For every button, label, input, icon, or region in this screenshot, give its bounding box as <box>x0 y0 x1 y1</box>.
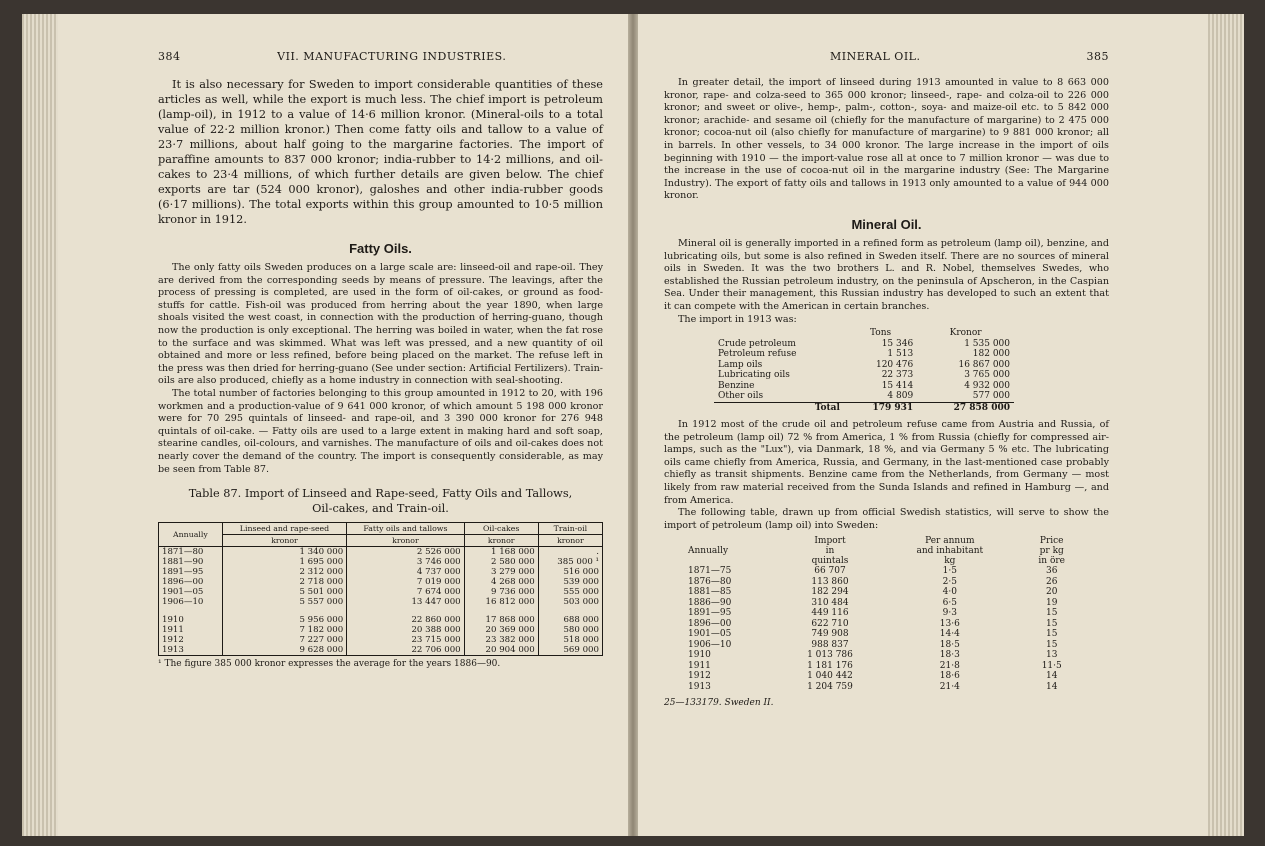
pet-col-per-annum: Per annum <box>925 536 975 547</box>
table-cell: 9·3 <box>942 608 957 619</box>
table-row <box>714 339 1014 350</box>
table-cell: 7 674 000 <box>347 587 464 597</box>
table-cell: 3 765 000 <box>964 370 1010 381</box>
right-paragraph-5: The following table, drawn up from official Swedish statistics, will serve to show the import of petroleum (lamp oil) into Sweden: <box>664 507 1109 531</box>
table-cell: 1911 <box>159 625 223 635</box>
table-cell: 622 710 <box>811 618 849 629</box>
table-cell: 16 867 000 <box>958 359 1010 370</box>
book-gutter <box>628 14 638 836</box>
table-cell: 15 <box>1045 629 1058 640</box>
table-cell: 503 000 <box>538 597 602 607</box>
table-cell: 3 279 000 <box>464 567 538 577</box>
table-cell: 1876—80 <box>688 576 732 587</box>
table-cell: 1912 <box>159 635 223 645</box>
table-cell: 1 340 000 <box>222 547 346 558</box>
table-cell: 1896—00 <box>159 577 223 587</box>
left-paragraph-2: The only fatty oils Sweden produces on a large scale are: linseed-oil and rape-oil. They are derived from the corresponding seeds by means of pressure. The leavings, after the process of pressing is completed, are used in the form of oil-cakes, or ground as food-stuffs for cattle. Fish-oil was produced from herring about the year 1890, when large shoals visited the west coast, in connection with the production of herring-guano, though now the production is only exceptional. The herring was boiled in water, when the fat rose to the surface and was skimmed. What was left was pressed, and a new quantity of oil obtained and more or less refined, before being placed on the market. The refuse left in the press was then dried for herring-guano (See under section: Artificial Fertilizers). Train-oils are also produced, chiefly as a home industry in connection with seal-shooting. <box>158 262 603 387</box>
table-row <box>684 577 1084 588</box>
table-cell: 4 932 000 <box>964 380 1010 391</box>
table-cell: 1886—90 <box>688 597 732 608</box>
pet-col-price: in öre <box>1038 556 1066 567</box>
table-row <box>684 619 1084 630</box>
table-cell: 1910 <box>159 615 223 625</box>
pet-col-price: pr kg <box>1039 546 1064 557</box>
t87-header-annually: Annually <box>159 523 223 547</box>
section-heading-fatty-oils: Fatty Oils. <box>349 241 412 256</box>
table-cell: 23 382 000 <box>464 635 538 645</box>
right-paragraph-1: In greater detail, the import of linseed during 1913 amounted in value to 8 663 000 kronor, rape- and colza-seed to 365 000 kronor; linseed-, rape- and colza-oil to 226 000 kronor; and sweet or olive-, hemp-, palm-, cotton-, soya- and maize-oil etc. to 5 842 000 kronor; arachide- and sesame oil (chiefly for the manufacture of margarine) to 2 475 000 kronor; cocoa-nut oil (also chiefly for manufacture of margarine) to 9 881 000 kronor; all in barrels. In other vessels, to 34 000 kronor. The large increase in the import of oils beginning with 1910 — the import-value rose all at once to 7 million kronor — was due to the increase in the use of cocoa-nut oil in the margarine industry (See: The Margarine Industry). The export of fatty oils and tallows in 1913 only amounted to a value of 944 000 kronor. <box>664 77 1109 202</box>
table-cell: 15 414 <box>881 380 914 391</box>
table-row <box>684 587 1084 598</box>
table-row <box>159 615 603 625</box>
table-row <box>714 370 1014 381</box>
pet-col-per-annum: kg <box>944 556 956 567</box>
table-cell: 1 535 000 <box>964 338 1010 349</box>
table-cell: 2 526 000 <box>347 547 464 558</box>
left-running-head <box>158 50 603 63</box>
table-cell: 13 447 000 <box>347 597 464 607</box>
table-cell: 580 000 <box>538 625 602 635</box>
table-cell: 20 369 000 <box>464 625 538 635</box>
table-cell: 7 019 000 <box>347 577 464 587</box>
table-cell: 5 557 000 <box>222 597 346 607</box>
table-row <box>684 671 1084 682</box>
table-cell: 1906—10 <box>159 597 223 607</box>
book-spread <box>22 14 1244 836</box>
left-paragraph-3: The total number of factories belonging to this group amounted in 1912 to 20, with 196 workmen and a production-value of 9 641 000 kronor, of which amount 5 198 000 kronor were for 70 295 quintals of linseed- and rape-oil, and 3 390 000 kronor for 276 948 quintals of oil-cake. — Fatty oils are used to a large extent in making hard and soft soap, stearine candles, oil-colours, and varnishes. The manufacture of oils and oil-cakes does not nearly cover the demand of the country. The import is consequently considerable, as may be seen from Table 87. <box>158 387 603 475</box>
table-cell: 449 116 <box>811 608 849 619</box>
import-total-kronor: 27 858 000 <box>917 402 1014 413</box>
t87-header-fatty-oils: Fatty oils and tallows <box>347 523 464 535</box>
table-cell: 310 484 <box>811 597 849 608</box>
table-cell: 23 715 000 <box>347 635 464 645</box>
table-cell: 1881—90 <box>159 557 223 567</box>
right-paragraph-4: In 1912 most of the crude oil and petroleum refuse came from Austria and Russia, of the petroleum (lamp oil) 72 % from America, 1 % from Russia (chiefly for compressed air-lamps, such as the "Lux"), via Danmark, 18 %, and via Germany 5 % etc. The lubricating oils came chiefly from America, Russia, and Germany, in the last-mentioned case probably chiefly as transit shipments. Benzine came from the Netherlands, from Germany — most likely from raw material received from the Sunda Islands and refined in Hamburg —, and from America. <box>664 419 1109 506</box>
table-cell: 20 904 000 <box>464 645 538 656</box>
left-page <box>58 14 628 836</box>
table-cell: Benzine <box>718 380 755 391</box>
table-87-caption-line-1: Table 87. Import of Linseed and Rape-seed, Fatty Oils and Tallows, <box>188 487 573 501</box>
table-cell: 2·5 <box>942 576 957 587</box>
table-cell: 2 718 000 <box>222 577 346 587</box>
table-row <box>714 391 1014 402</box>
left-paragraph-1: It is also necessary for Sweden to import considerable quantities of these articles as well, while the export is much less. The chief import is petroleum (lamp-oil), in 1912 to a value of 14·6 million kronor. (Mineral-oils to a total value of 22·2 million kronor.) Then come fatty oils and tallow to a value of 23·7 millions, about half going to the margarine factories. The import of paraffine amounts to 837 000 kronor; india-rubber to 14·2 millions, and oil-cakes to 23·4 millions, of which further details are given below. The chief exports are tar (524 000 kronor), galoshes and other india-rubber goods (6·17 millions). The total exports within this group amounted to 10·5 million kronor in 1912. <box>158 78 603 226</box>
table-cell: 17 868 000 <box>464 615 538 625</box>
table-row <box>159 547 603 558</box>
table-row <box>684 650 1084 661</box>
table-cell: 22 706 000 <box>347 645 464 656</box>
table-87-caption-line-2: Oil-cakes, and Train-oil. <box>312 502 449 516</box>
table-cell: 1 204 759 <box>807 681 853 692</box>
table-cell: 9 736 000 <box>464 587 538 597</box>
table-cell: 5 501 000 <box>222 587 346 597</box>
table-cell: 988 837 <box>811 639 849 650</box>
import-total-tons: 179 931 <box>844 402 917 413</box>
table-cell: 1891—95 <box>688 608 732 619</box>
table-cell: 539 000 <box>538 577 602 587</box>
table-cell: Other oils <box>718 391 764 402</box>
table-cell: 1 168 000 <box>464 547 538 558</box>
table-cell: 13 <box>1045 650 1058 661</box>
table-cell: 1871—75 <box>688 566 732 577</box>
pet-col-import: quintals <box>811 556 849 567</box>
table-row <box>159 577 603 587</box>
table-cell: 749 908 <box>811 629 849 640</box>
table-row <box>159 567 603 577</box>
table-87 <box>158 522 603 656</box>
table-cell: 15 <box>1045 618 1058 629</box>
table-cell: 36 <box>1045 566 1058 577</box>
table-cell: 555 000 <box>538 587 602 597</box>
table-row <box>714 349 1014 360</box>
table-cell: 4 809 <box>887 391 914 402</box>
t87-unit: kronor <box>538 535 602 547</box>
left-page-number: 384 <box>158 50 181 63</box>
table-cell: 15 346 <box>881 338 914 349</box>
t87-unit: kronor <box>222 535 346 547</box>
table-cell: 1913 <box>159 645 223 656</box>
table-cell: 1 040 442 <box>807 671 853 682</box>
table-cell: 1·5 <box>942 566 957 577</box>
table-cell: 2 580 000 <box>464 557 538 567</box>
table-cell: 26 <box>1045 576 1058 587</box>
table-cell: 1901—05 <box>159 587 223 597</box>
table-cell: 9 628 000 <box>222 645 346 656</box>
pet-col-per-annum: and inhabitant <box>916 546 984 557</box>
table-row <box>684 661 1084 672</box>
t87-header-linseed: Linseed and rape-seed <box>222 523 346 535</box>
table-cell: 15 <box>1045 639 1058 650</box>
table-cell: 18·3 <box>939 650 960 661</box>
table-cell: 14 <box>1045 671 1058 682</box>
table-cell: 4 737 000 <box>347 567 464 577</box>
table-cell: 1906—10 <box>688 639 732 650</box>
table-cell: 1891—95 <box>159 567 223 577</box>
table-cell: 14 <box>1045 681 1058 692</box>
table-cell: 20 <box>1045 587 1058 598</box>
table-row <box>684 682 1084 693</box>
table-cell: Petroleum refuse <box>718 349 797 360</box>
table-row <box>159 597 603 607</box>
table-cell: 22 373 <box>881 370 914 381</box>
page-edges-right <box>1208 14 1244 836</box>
table-cell: 16 812 000 <box>464 597 538 607</box>
table-cell: 18·6 <box>939 671 960 682</box>
table-cell: 518 000 <box>538 635 602 645</box>
table-cell: 688 000 <box>538 615 602 625</box>
table-cell: 2 312 000 <box>222 567 346 577</box>
right-chapter-title: MINERAL OIL. <box>830 50 921 63</box>
table-cell: 1 181 176 <box>807 660 853 671</box>
table-cell: 1901—05 <box>688 629 732 640</box>
table-row <box>159 645 603 656</box>
left-chapter-title: VII. MANUFACTURING INDUSTRIES. <box>277 50 507 63</box>
right-page <box>638 14 1208 836</box>
table-cell: 182 000 <box>972 349 1010 360</box>
table-cell: 21·4 <box>939 681 960 692</box>
right-page-number: 385 <box>1086 50 1109 63</box>
table-row <box>714 360 1014 371</box>
table-cell: 1896—00 <box>688 618 732 629</box>
table-cell: 21·8 <box>939 660 960 671</box>
table-row <box>684 640 1084 651</box>
table-row <box>159 635 603 645</box>
table-cell: 1871—80 <box>159 547 223 558</box>
table-cell: 3 746 000 <box>347 557 464 567</box>
table-row <box>684 566 1084 577</box>
table-cell: 516 000 <box>538 567 602 577</box>
petroleum-import-table <box>684 536 1084 692</box>
table-row <box>684 598 1084 609</box>
table-cell: 13·6 <box>939 618 960 629</box>
table-cell: 1 695 000 <box>222 557 346 567</box>
table-cell: 1881—85 <box>688 587 732 598</box>
t87-unit: kronor <box>464 535 538 547</box>
table-cell: 7 182 000 <box>222 625 346 635</box>
table-cell: 385 000 ¹ <box>538 557 602 567</box>
right-paragraph-2: Mineral oil is generally imported in a refined form as petroleum (lamp oil), benzine, and lubricating oils, but some is also refined in Sweden itself. There are no sources of mineral oils in Sweden. It was the two brothers L. and R. Nobel, themselves Swedes, who established the Russian petroleum industry, on the peninsula of Apscheron, in the Caspian Sea. Under their management, this Russian industry has developed to such an extent that it can compete with the American in certain branches. <box>664 237 1109 312</box>
table-cell: 20 388 000 <box>347 625 464 635</box>
right-running-head <box>664 50 1109 63</box>
table-cell: 1911 <box>688 660 711 671</box>
page-footer-signature: 25—133179. Sweden II. <box>664 698 774 709</box>
table-cell: 120 476 <box>875 359 914 370</box>
table-cell: 1910 <box>688 650 711 661</box>
pet-col-annually: Annually <box>688 546 729 557</box>
table-cell: 18·5 <box>939 639 960 650</box>
table-cell: 1 013 786 <box>807 650 853 661</box>
section-heading-mineral-oil: Mineral Oil. <box>851 216 922 232</box>
table-cell: 577 000 <box>972 391 1010 402</box>
table-cell: . <box>538 547 602 558</box>
table-cell: 1 513 <box>887 349 914 360</box>
table-cell: 4 268 000 <box>464 577 538 587</box>
t87-unit: kronor <box>347 535 464 547</box>
table-row <box>684 608 1084 619</box>
table-cell: 4·0 <box>942 587 957 598</box>
import-total-row <box>714 402 1014 413</box>
table-cell: 15 <box>1045 608 1058 619</box>
pet-col-price: Price <box>1039 536 1064 547</box>
table-cell: 7 227 000 <box>222 635 346 645</box>
pet-col-import: Import <box>814 536 846 547</box>
table-row <box>714 381 1014 392</box>
import-col-kronor: Kronor <box>949 328 982 339</box>
table-row <box>159 587 603 597</box>
import-1913-table <box>714 328 1014 413</box>
table-cell: 113 860 <box>811 576 849 587</box>
import-total-label: Total <box>714 402 844 413</box>
t87-header-oil-cakes: Oil-cakes <box>464 523 538 535</box>
table-87-footnote: ¹ The figure 385 000 kronor expresses the average for the years 1886—90. <box>158 659 501 670</box>
table-row <box>159 625 603 635</box>
table-cell: 5 956 000 <box>222 615 346 625</box>
table-cell: 1913 <box>688 681 711 692</box>
table-cell: 22 860 000 <box>347 615 464 625</box>
table-row <box>684 629 1084 640</box>
table-cell: 14·4 <box>939 629 960 640</box>
table-spacer-row <box>159 607 603 615</box>
table-cell: 66 707 <box>814 566 846 577</box>
table-cell: 6·5 <box>942 597 957 608</box>
table-cell: 569 000 <box>538 645 602 656</box>
table-cell: 19 <box>1045 597 1058 608</box>
table-cell: 1912 <box>688 671 711 682</box>
table-87-caption <box>158 486 603 516</box>
page-edges-left <box>22 14 58 836</box>
import-col-tons: Tons <box>869 328 892 339</box>
table-cell: Lamp oils <box>718 359 763 370</box>
table-cell: Lubricating oils <box>718 370 790 381</box>
t87-header-train-oil: Train-oil <box>538 523 602 535</box>
table-row <box>159 557 603 567</box>
pet-col-import: in <box>825 546 835 557</box>
table-cell: 11·5 <box>1041 660 1062 671</box>
right-paragraph-3: The import in 1913 was: <box>678 313 797 325</box>
table-cell: Crude petroleum <box>718 338 796 349</box>
table-cell: 182 294 <box>811 587 849 598</box>
